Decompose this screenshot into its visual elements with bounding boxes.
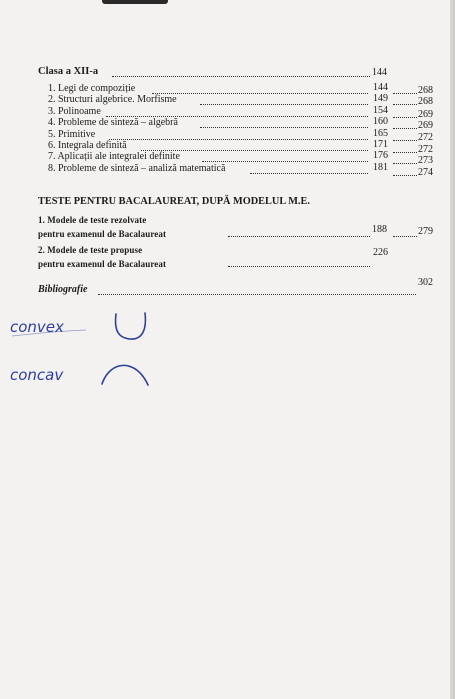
test-item-2-line1: 2. Modele de teste propuse bbox=[38, 245, 143, 255]
convex-underline-stroke bbox=[12, 330, 86, 336]
toc-entry-page: 176 bbox=[373, 150, 388, 161]
toc-entry-page2: 272 bbox=[418, 132, 433, 143]
toc-entry-page2: 268 bbox=[418, 96, 433, 107]
test-item-2-page: 226 bbox=[373, 247, 388, 258]
test-item-1-line2: pentru examenul de Bacalaureat bbox=[38, 229, 167, 239]
toc-entry-page: 154 bbox=[373, 105, 388, 116]
toc-entry-label: 6. Integrala definită bbox=[48, 140, 127, 151]
toc-entry-page: 149 bbox=[373, 93, 388, 104]
section-title: Clasa a XII-a bbox=[38, 66, 99, 77]
toc-entry-page: 171 bbox=[373, 139, 388, 150]
bibliography-page: 302 bbox=[418, 277, 433, 288]
test-item-2-line2: pentru examenul de Bacalaureat bbox=[38, 259, 167, 269]
toc-entry-label: 3. Polinoame bbox=[48, 106, 101, 117]
convex-u-sketch bbox=[116, 313, 146, 339]
section-start-page: 144 bbox=[372, 67, 387, 78]
toc-entry-label: 5. Primitive bbox=[48, 129, 96, 140]
toc-entry-page2: 272 bbox=[418, 144, 433, 155]
test-item-1-page: 188 bbox=[372, 224, 387, 235]
handwritten-concav: concav bbox=[10, 366, 64, 384]
toc-entry-label: 8. Probleme de sinteză – analiză matematică bbox=[48, 163, 226, 174]
handwritten-convex: convex bbox=[10, 318, 64, 336]
toc-entry-page2: 273 bbox=[418, 155, 433, 166]
toc-entry-page2: 269 bbox=[418, 120, 433, 131]
bibliography-label: Bibliografie bbox=[38, 284, 88, 295]
toc-entry-label: 1. Legi de compoziție bbox=[48, 83, 136, 94]
toc-entry-label: 7. Aplicații ale integralei definite bbox=[48, 151, 180, 162]
toc-entry-label: 2. Structuri algebrice. Morfisme bbox=[48, 94, 177, 105]
toc-entry-page: 160 bbox=[373, 116, 388, 127]
toc-entry-page: 181 bbox=[373, 162, 388, 173]
toc-entry-page2: 274 bbox=[418, 167, 433, 178]
test-item-1-page2: 279 bbox=[418, 226, 433, 237]
test-item-1-line1: 1. Modele de teste rezolvate bbox=[38, 215, 147, 225]
concave-arc-sketch bbox=[102, 365, 148, 385]
toc-entry-label: 4. Probleme de sinteză – algebră bbox=[48, 117, 178, 128]
toc-entry-page2: 269 bbox=[418, 109, 433, 120]
toc-entry-page: 144 bbox=[373, 82, 388, 93]
tests-title: TESTE PENTRU BACALAUREAT, DUPĂ MODELUL M.E. bbox=[38, 196, 310, 207]
toc-entry-page: 165 bbox=[373, 128, 388, 139]
toc-entry-page2: 268 bbox=[418, 85, 433, 96]
